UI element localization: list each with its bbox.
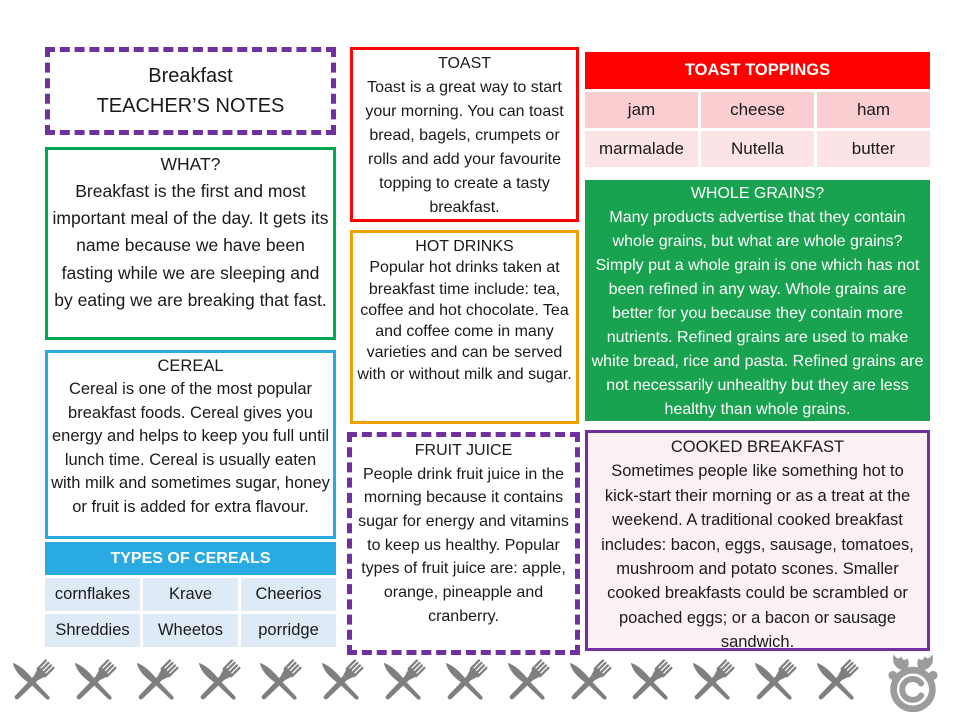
types-of-cereals-header: TYPES OF CEREALS [45, 542, 336, 575]
what-box [45, 147, 336, 340]
cereal-cell: porridge [241, 614, 336, 647]
hot-drinks-box-title: HOT DRINKS [415, 238, 514, 255]
topping-cell: marmalade [585, 131, 698, 167]
crossed-fork-knife-icon [808, 651, 864, 713]
whole-grains-box-title: WHOLE GRAINS? [690, 185, 825, 202]
poster-title-line1: Breakfast [148, 65, 233, 87]
cereal-cell: Cheerios [241, 578, 336, 611]
fruit-juice-box-body: People drink fruit juice in the morning because it contains sugar for energy and vitamins to keep us healthy. Popular types of fruit juice are: apple, orange, pineapple and cranberry. [358, 465, 569, 625]
topping-cell: Nutella [701, 131, 814, 167]
toast-toppings-header: TOAST TOPPINGS [585, 52, 930, 89]
crossed-fork-knife-icon [561, 651, 617, 713]
cutlery-row [0, 648, 960, 716]
cereal-cell: Wheetos [143, 614, 238, 647]
hot-drinks-box [350, 230, 579, 424]
crossed-fork-knife-icon [190, 651, 246, 713]
crossed-fork-knife-icon [499, 651, 555, 713]
hot-drinks-box-body: Popular hot drinks taken at breakfast time include: tea, coffee and hot chocolate. Tea and coffee come in many varieties and can be served with or without milk and sugar. [357, 259, 572, 383]
what-box-title: WHAT? [160, 154, 221, 174]
crossed-fork-knife-icon [251, 651, 307, 713]
crossed-fork-knife-icon [66, 651, 122, 713]
cooked-breakfast-box-title: COOKED BREAKFAST [670, 438, 845, 456]
cooked-breakfast-box-body: Sometimes people like something hot to kick-start their morning or as a treat at the weekend. A traditional cooked breakfast includes: bacon, eggs, sausage, tomatoes, mushroom and potato scones. Smaller cooked breakfasts could be scrambled or poached eggs; or a bacon or sausage sandwich. [601, 462, 914, 652]
cereal-box-body: Cereal is one of the most popular breakfast foods. Cereal gives you energy and helps to keep you full until lunch time. Cereal is usually eaten with milk and sometimes sugar, honey or fruit is added for extra flavour. [51, 380, 330, 516]
toast-box-body: Toast is a great way to start your morning. You can toast bread, bagels, crumpets or rolls and add your favourite topping to create a tasty breakfast. [365, 79, 564, 216]
fruit-juice-box [347, 432, 580, 655]
toast-box-title: TOAST [437, 55, 492, 72]
topping-cell: cheese [701, 92, 814, 128]
moose-copyright-logo [870, 650, 956, 714]
fruit-juice-box-title: FRUIT JUICE [414, 442, 513, 459]
crossed-fork-knife-icon [437, 651, 493, 713]
crossed-fork-knife-icon [746, 651, 802, 713]
types-of-cereals-table [45, 578, 336, 647]
poster-title-line2: TEACHER’S NOTES [96, 95, 285, 117]
cereal-box-title: CEREAL [157, 357, 224, 375]
whole-grains-box-body: Many products advertise that they contain whole grains, but what are whole grains? Simply put a whole grain is one which has not been refined in any way. Whole grains are better for you because they contain more nutrients. Refined grains are used to make white bread, rice and pasta. Refined grains are not necessarily unhealthy but they are less healthy than whole grains. [591, 209, 924, 418]
topping-cell: butter [817, 131, 930, 167]
cooked-breakfast-box [585, 430, 930, 651]
crossed-fork-knife-icon [4, 651, 60, 713]
crossed-fork-knife-icon [375, 651, 431, 713]
toast-toppings-table [585, 92, 930, 167]
title-box [45, 47, 336, 135]
crossed-fork-knife-icon [128, 651, 184, 713]
what-box-body: Breakfast is the first and most important meal of the day. It gets its name because we have been fasting while we are sleeping and by eating we are breaking that fast. [52, 181, 329, 310]
cereal-cell: Shreddies [45, 614, 140, 647]
toast-box [350, 47, 579, 222]
topping-cell: jam [585, 92, 698, 128]
cereal-box [45, 350, 336, 539]
crossed-fork-knife-icon [313, 651, 369, 713]
crossed-fork-knife-icon [622, 651, 678, 713]
whole-grains-box [585, 180, 930, 421]
topping-cell: ham [817, 92, 930, 128]
cereal-cell: cornflakes [45, 578, 140, 611]
crossed-fork-knife-icon [684, 651, 740, 713]
cereal-cell: Krave [143, 578, 238, 611]
